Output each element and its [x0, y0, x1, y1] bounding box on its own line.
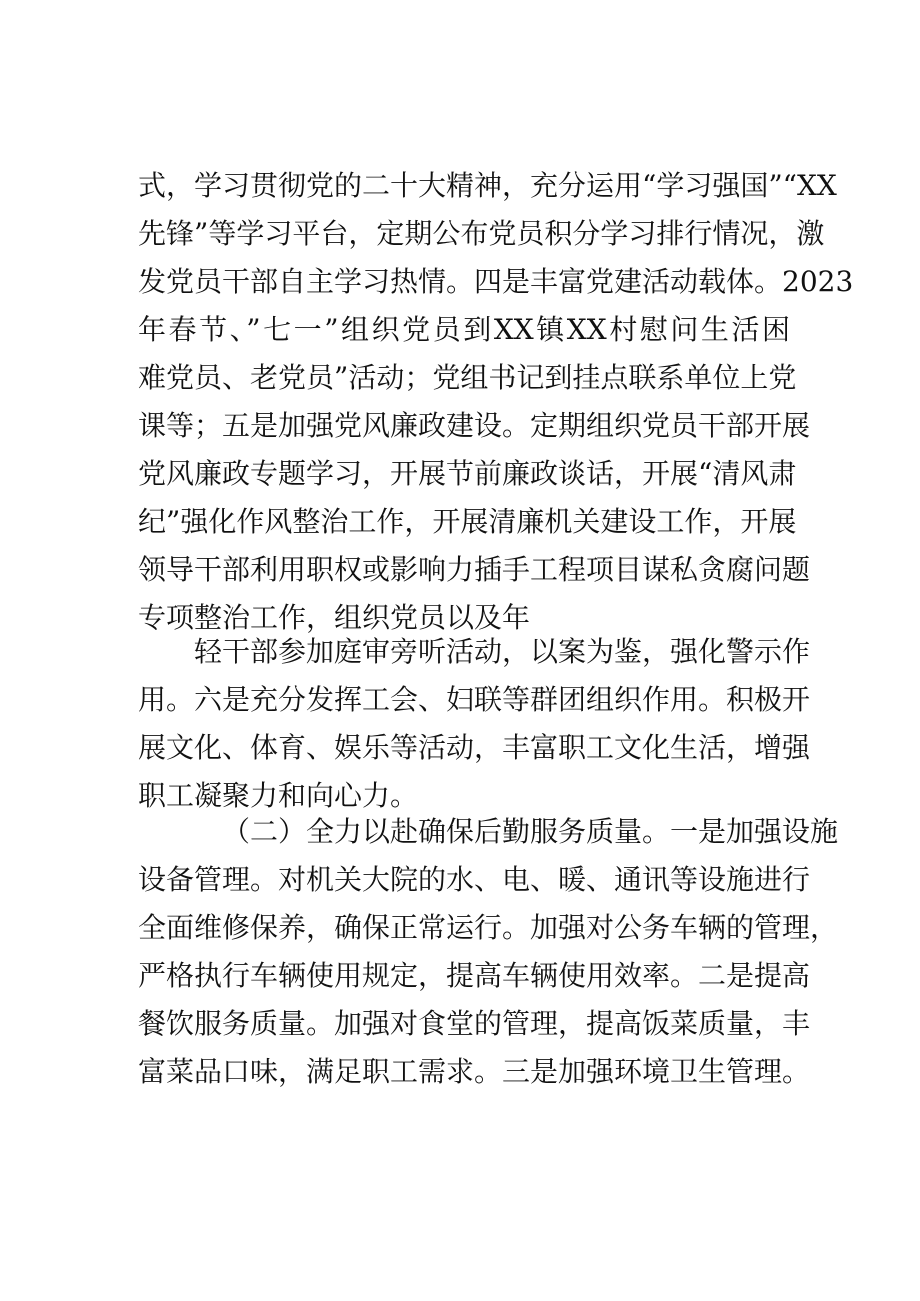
paragraph-line: 展文化、体育、娱乐等活动，丰富职工文化生活，增强: [138, 731, 811, 764]
paragraph-line: 式，学习贯彻党的二十大精神，充分运用“学习强国”“XX: [138, 169, 837, 202]
paragraph-line: 餐饮服务质量。加强对食堂的管理，提高饭菜质量，丰: [138, 1007, 811, 1040]
paragraph-line: 年春节、”七一”组织党员到XX镇XX村慰问生活困: [138, 313, 790, 346]
paragraph-line: 严格执行车辆使用规定，提高车辆使用效率。二是提高: [138, 959, 811, 992]
paragraph-line: 纪”强化作风整治工作，开展清廉机关建设工作，开展: [138, 505, 797, 538]
paragraph-line: 发党员干部自主学习热情。四是丰富党建活动载体。2023: [138, 265, 854, 298]
paragraph-line: 先锋”等学习平台，定期公布党员积分学习排行情况，激: [138, 217, 825, 250]
paragraph-line: 用。六是充分发挥工会、妇联等群团组织作用。积极开: [138, 683, 811, 716]
paragraph-line: 富菜品口味，满足职工需求。三是加强环境卫生管理。: [138, 1055, 811, 1088]
paragraph-line: 职工凝聚力和向心力。: [138, 779, 419, 812]
paragraph-line: 党风廉政专题学习，开展节前廉政谈话，开展“清风肃: [138, 457, 797, 490]
section-heading-line: （二）全力以赴确保后勤服务质量。一是加强设施: [222, 815, 839, 848]
paragraph-line: 课等；五是加强党风廉政建设。定期组织党员干部开展: [138, 409, 811, 442]
paragraph-line: 全面维修保养，确保正常运行。加强对公务车辆的管理，: [138, 911, 839, 944]
paragraph-line: 设备管理。对机关大院的水、电、暖、通讯等设施进行: [138, 863, 811, 896]
paragraph-line: 专项整治工作，组织党员以及年: [138, 601, 531, 634]
paragraph-line: 领导干部利用职权或影响力插手工程项目谋私贪腐问题: [138, 553, 811, 586]
paragraph-line: 轻干部参加庭审旁听活动，以案为鉴，强化警示作: [194, 635, 811, 668]
paragraph-line: 难党员、老党员”活动；党组书记到挂点联系单位上党: [138, 361, 797, 394]
